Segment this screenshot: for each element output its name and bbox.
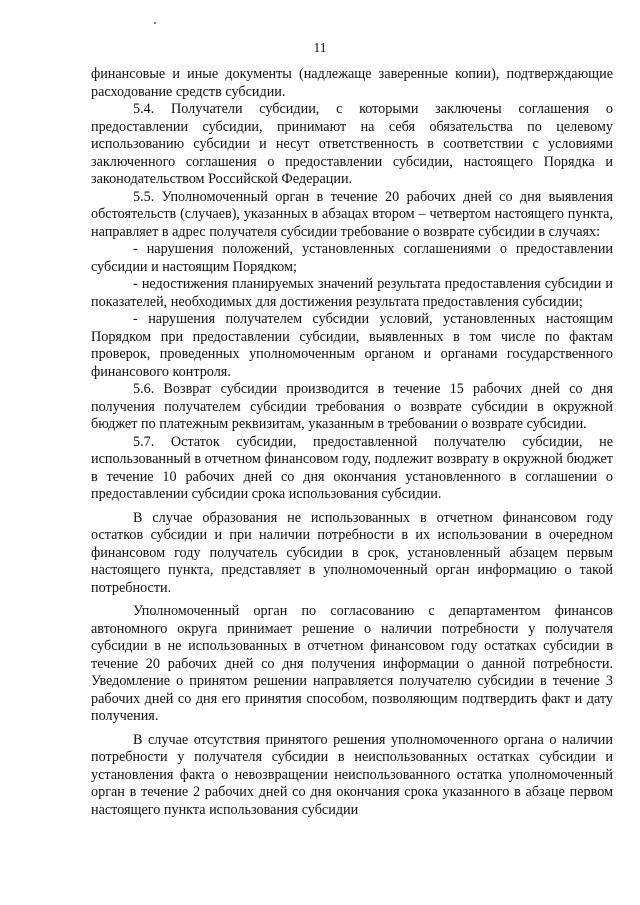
paragraph-5-7: 5.7. Остаток субсидии, предоставленной получателю субсидии, не использованный в отчетном финансовом году, подлежит возврату в окружной бюджет в течение 10 рабочих дней со дня окончания установленного в соглашении о предоставлении субсидии срока использования субсидии.: [91, 433, 613, 502]
paragraph-5-6: 5.6. Возврат субсидии производится в течение 15 рабочих дней со дня получения получателем субсидии требования о возврате субсидии в окружной бюджет по платежным реквизитам, указанным в требовании о возврате субсидии.: [91, 381, 613, 432]
paragraph-5-5: 5.5. Уполномоченный орган в течение 20 рабочих дней со дня выявления обстоятельств (случаев), указанных в абзацах втором – четвертом настоящего пункта, направляет в адрес получателя субсидии требование о возврате субсидии в случаях:: [91, 188, 613, 240]
paragraph-decision: Уполномоченный орган по согласованию с департаментом финансов автономного округа принимает решение о наличии потребности у получателя субсидии в не использованных в отчетном финансовом году остатках субсидии в течение 20 рабочих дней со дня получения информации о данной потребности. Уведомление о принятом решении направляется получателю субсидии в течение 3 рабочих дней со дня его принятия способом, позволяющим подтвердить факт и дату получения.: [91, 603, 613, 724]
paragraph-5-4: 5.4. Получатели субсидии, с которыми заключены соглашения о предоставлении субсидии, принимают на себя обязательства по целевому использованию субсидии и несут ответственность в соответствии с условиями заключенного соглашения о предоставлении субсидии, настоящего Порядка и законодательством Российской Федерации.: [91, 101, 613, 187]
scan-speck: [154, 22, 156, 24]
paragraph-no-decision: В случае отсутствия принятого решения уполномоченного органа о наличии потребности у получателя субсидии в неиспользованных остатках субсидии и установления факта о невозвращении неиспользованного остатка уполномоченный орган в течение 2 рабочих дней со дня окончания срока указанного в абзаце первом настоящего пункта использования субсидии: [91, 731, 613, 818]
list-item-2: - недостижения планируемых значений результата предоставления субсидии и показателей, необходимых для достижения результата предоставления субсидии;: [91, 276, 613, 310]
page-number: 11: [313, 40, 327, 55]
paragraph-remainder-case: В случае образования не использованных в отчетном финансовом году остатков субсидии и при наличии потребности в их использовании в очередном финансовом году получатель субсидии в срок, установленный абзацем первым настоящего пункта, представляет в уполномоченный орган информацию о такой потребности.: [91, 509, 613, 596]
list-item-3: - нарушения получателем субсидии условий, установленных настоящим Порядком при предоставлении субсидии, выявленных в том числе по фактам проверок, проведенных уполномоченным органом и органами государственного финансового контроля.: [91, 311, 613, 380]
paragraph-continuation: финансовые и иные документы (надлежаще заверенные копии), подтверждающие расходование средств субсидии.: [91, 66, 613, 100]
document-body: [91, 66, 613, 819]
list-item-1: - нарушения положений, установленных соглашениями о предоставлении субсидии и настоящим Порядком;: [91, 241, 613, 275]
